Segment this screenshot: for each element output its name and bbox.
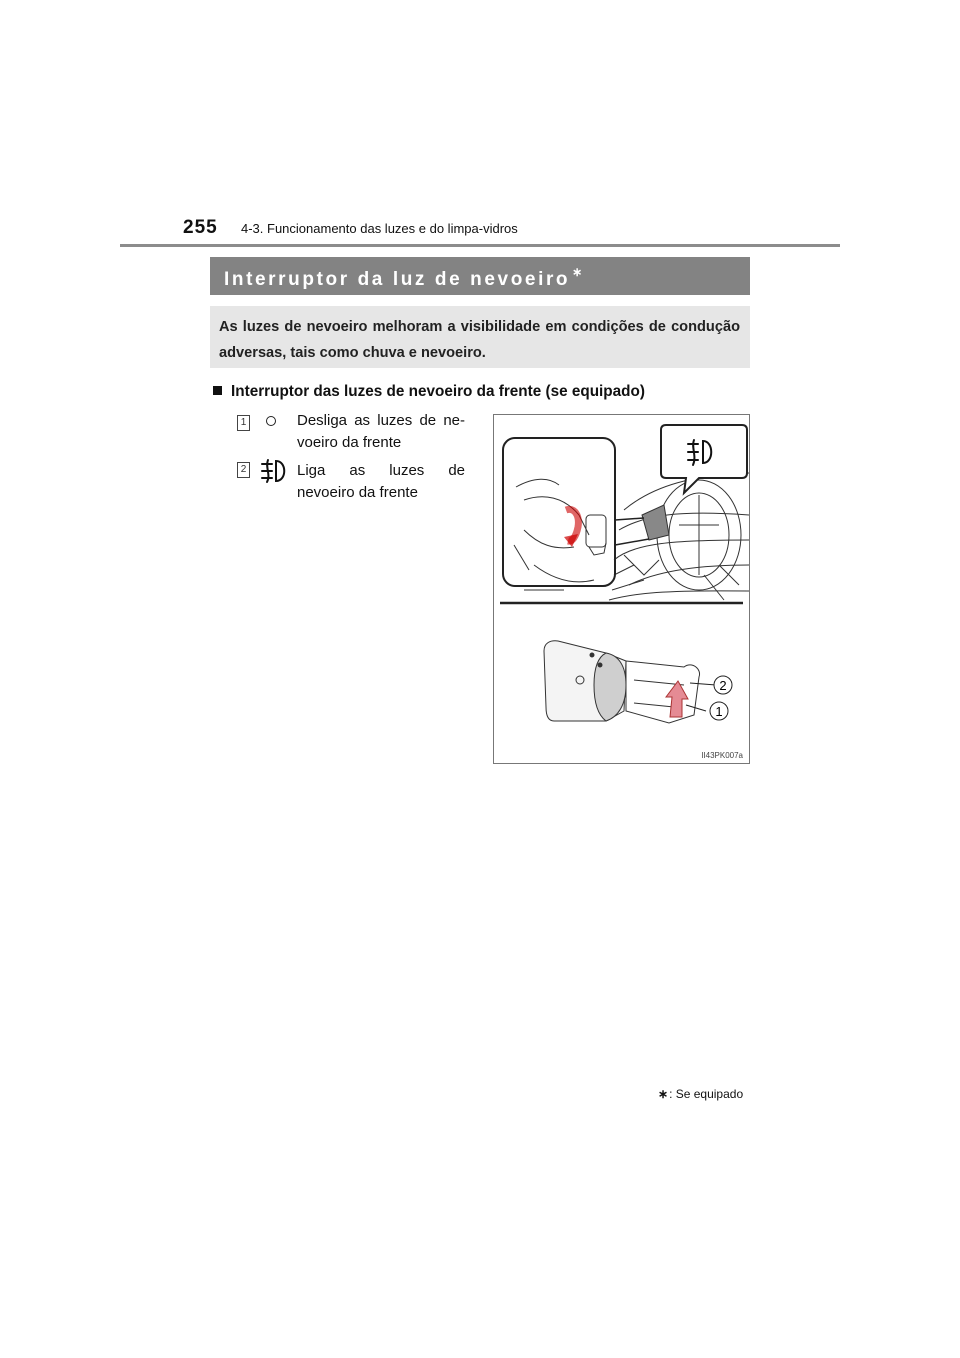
header-divider [120,244,840,247]
breadcrumb: 4-3. Funcionamento das luzes e do limpa-vidros [241,221,518,236]
item-2-text: Liga as luzes de nevoeiro da frente [297,462,465,501]
item-2-number: 2 [237,462,250,478]
subsection-heading-text: Interruptor das luzes de nevoeiro da frente (se equipado) [231,383,645,400]
off-circle-icon [266,416,276,426]
item-1-text: Desliga as luzes de ne-voeiro da frente [297,412,465,451]
section-title [224,265,582,291]
equipped-mark: ∗ [572,265,583,279]
illustration-drawing [494,415,749,763]
front-fog-light-icon [257,458,291,484]
section-title-bar [210,257,750,295]
callout-1: 1 [715,704,723,719]
square-bullet-icon [213,386,222,395]
callout-2: 2 [719,678,727,693]
footnote-text: : Se equipado [669,1087,744,1101]
intro-text: As luzes de nevoeiro melhoram a visibilidade em condições de condução adversas, tais como chuva e nevoeiro. [219,319,740,361]
section-title-text: Interruptor da luz de nevoeiro [224,269,571,290]
intro-box [210,306,750,368]
fog-light-switch-illustration [493,414,750,764]
page-number: 255 [183,217,218,238]
subsection-heading [213,383,645,401]
item-1-number: 1 [237,415,250,431]
footnote [658,1087,743,1101]
equipped-mark: ∗ [658,1087,669,1101]
illustration-code: II43PK007a [701,751,743,760]
